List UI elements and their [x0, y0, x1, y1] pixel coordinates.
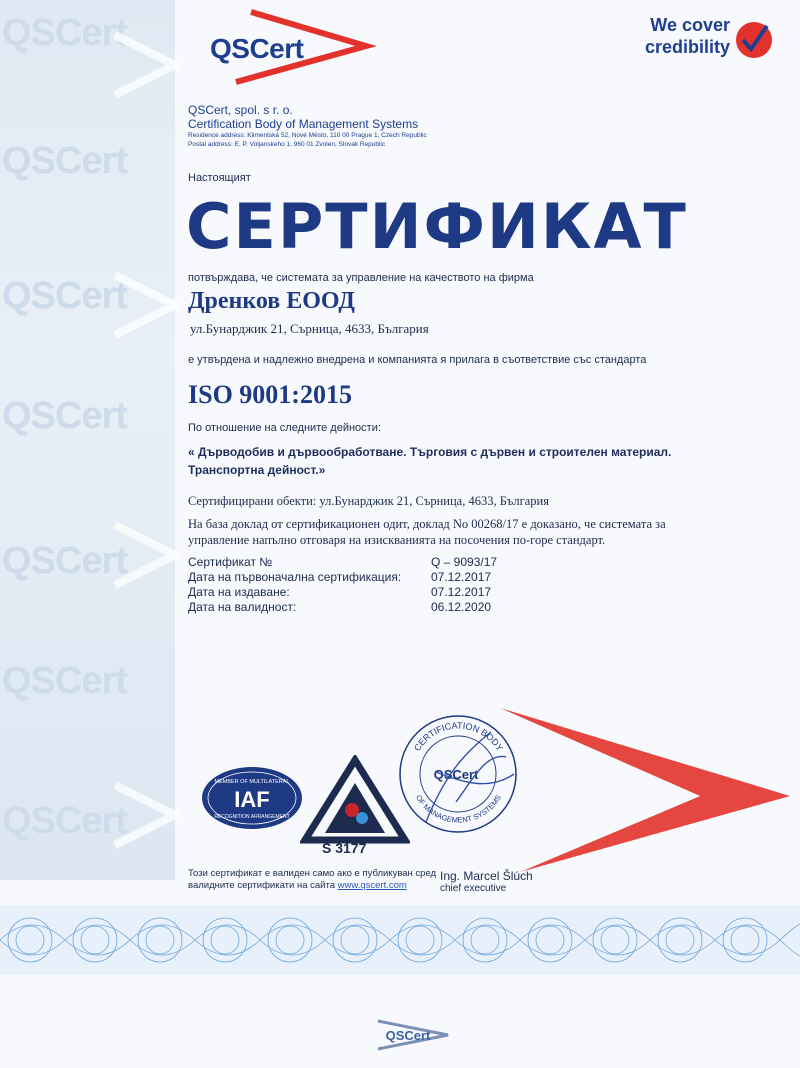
issuer-postal: Postal address: E. P. Voljanskeho 1, 960 01 Zvolen, Slovak Republic: [188, 141, 386, 148]
iaf-bottom-text: RECOGNITION ARRANGEMENT: [214, 814, 290, 820]
stamp-top-text: CERTIFICATION BODY: [412, 720, 505, 753]
chevron-icon: [110, 30, 180, 100]
issuer-name: QSCert, spol. s r. o.: [188, 103, 293, 117]
company-address: ул.Бунарджик 21, Сърница, 4633, България: [190, 321, 429, 336]
issuer-block: [188, 103, 427, 149]
stamp-center-text: QSCert: [433, 767, 479, 782]
watermark-logo: QSCert: [2, 12, 127, 54]
checkmark-badge-icon: [734, 20, 774, 60]
validity-prefix: валидните сертификати на сайта: [188, 880, 338, 891]
watermark-logo: QSCert: [2, 275, 127, 317]
intro-text: Настоящият: [188, 172, 251, 184]
basis-line: управление напълно отговаря на изискванията на посочения по-горе стандарт.: [188, 533, 606, 547]
basis-line: На база доклад от сертификационен одит, доклад No 00268/17 е доказано, че системата за: [188, 517, 666, 531]
iaf-top-text: MEMBER OF MULTILATERAL: [214, 779, 290, 785]
decorative-arrow-icon: [500, 700, 800, 880]
chevron-icon: [110, 780, 180, 850]
chevron-icon: [110, 270, 180, 340]
confirms-text: потвърждава, че системата за управление на качеството на фирма: [188, 272, 534, 284]
detail-value: Q – 9093/17: [431, 555, 498, 569]
detail-value: 07.12.2017: [431, 585, 492, 599]
company-name: Дренков ЕООД: [188, 288, 355, 314]
accreditation-code: S 3177: [322, 840, 367, 856]
guilloche-pattern: [0, 905, 800, 975]
detail-label: Дата на издаване:: [188, 585, 290, 599]
website-link[interactable]: www.qscert.com: [337, 880, 407, 891]
signer-name: Ing. Marcel Šlúch: [440, 869, 533, 883]
certified-sites: Сертифицирани обекти: ул.Бунарджик 21, Сърница, 4633, България: [188, 494, 549, 508]
detail-value: 07.12.2017: [431, 570, 492, 584]
logo-text: QSCert: [210, 33, 304, 64]
certificate-title: СЕРТИФИКАТ: [186, 190, 688, 263]
iaf-seal: [200, 765, 304, 831]
hologram-logo: [368, 1015, 458, 1055]
signer-block: [440, 869, 533, 894]
scope-line: « Дърводобив и дървообработване. Търговия с дървен и строителен материал.: [188, 445, 672, 459]
watermark-logo: QSCert: [2, 660, 127, 702]
tagline: [645, 14, 730, 58]
certification-stamp: [396, 712, 521, 837]
detail-label: Дата на валидност:: [188, 600, 297, 614]
scope-text: [188, 443, 748, 479]
issuer-subtitle: Certification Body of Management Systems: [188, 117, 419, 131]
signer-role: chief executive: [440, 883, 507, 894]
watermark-logo: QSCert: [2, 800, 127, 842]
qscert-logo: [196, 8, 376, 86]
detail-value: 06.12.2020: [431, 600, 492, 614]
scope-intro: По отношение на следните дейности:: [188, 422, 381, 434]
tagline-line: credibility: [644, 37, 730, 57]
validity-line: Този сертификат е валиден само ако е публикуван сред: [188, 868, 437, 879]
watermark-band: [0, 0, 175, 880]
detail-label: Дата на първоначална сертификация:: [188, 570, 402, 584]
approved-text: е утвърдена и надлежно внедрена и компанията я прилага в съответствие със стандарта: [188, 354, 647, 366]
hologram-logo-text: QSCert: [385, 1028, 431, 1043]
watermark-logo: QSCert: [2, 540, 127, 582]
scope-line: Транспортна дейност.»: [188, 463, 326, 477]
validity-note: [188, 868, 436, 892]
watermark-logo: QSCert: [2, 395, 127, 437]
watermark-logo: QSCert: [2, 140, 127, 182]
chevron-icon: [110, 520, 180, 590]
detail-label: Сертификат №: [188, 555, 273, 569]
validity-line: [188, 880, 436, 892]
issuer-residence: Residence address: Klimentská 52, Nové Město, 110 00 Prague 1, Czech Republic: [188, 132, 427, 139]
standard: ISO 9001:2015: [188, 380, 352, 409]
audit-basis: [188, 516, 748, 548]
iaf-mid-text: IAF: [234, 787, 270, 812]
tagline-line: We cover: [650, 15, 730, 35]
stamp-bottom-text: OF MANAGEMENT SYSTEMS: [414, 793, 503, 825]
